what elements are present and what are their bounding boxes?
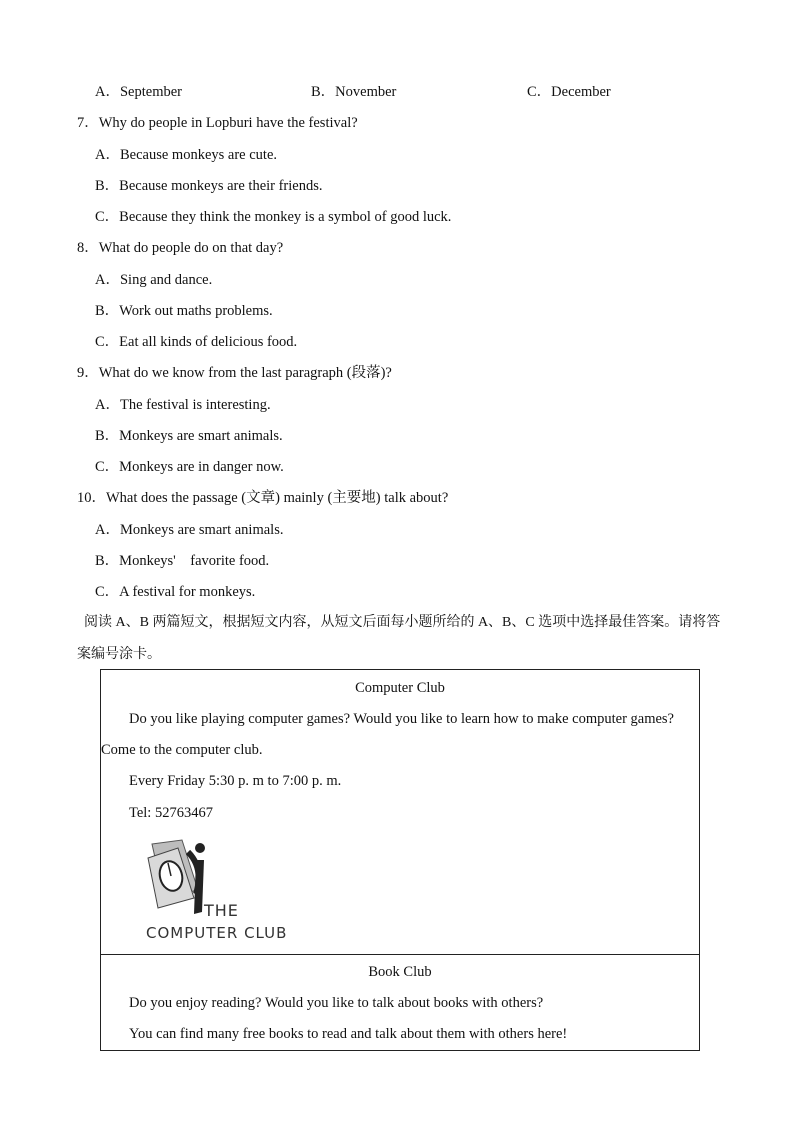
q7-option-b: B．Because monkeys are their friends. bbox=[95, 178, 323, 194]
computer-club-logo bbox=[138, 838, 298, 942]
question-8: 8．What do people do on that day? bbox=[77, 240, 284, 256]
computer-club-tel: Tel: 52763467 bbox=[129, 805, 213, 821]
q8-option-c: C．Eat all kinds of delicious food. bbox=[95, 334, 298, 350]
book-club-title: Book Club bbox=[368, 964, 432, 980]
instructions-line-2: 案编号涂卡。 bbox=[77, 647, 161, 662]
instructions-line-1: 阅读 A、B 两篇短文，根据短文内容，从短文后面每小题所给的 A、B、C 选项中选择最佳答案。请将答 bbox=[84, 615, 721, 630]
book-club-box bbox=[100, 954, 700, 1051]
q10-option-c: C．A festival for monkeys. bbox=[95, 584, 256, 600]
question-9: 9．What do we know from the last paragraph (段落)? bbox=[77, 365, 392, 381]
q7-option-c: C．Because they think the monkey is a symbol of good luck. bbox=[95, 209, 452, 225]
q10-option-a: A．Monkeys are smart animals. bbox=[95, 522, 284, 538]
q6-option-c: C．December bbox=[527, 84, 611, 100]
computer-club-line-2: Come to the computer club. bbox=[101, 742, 263, 758]
computer-club-schedule: Every Friday 5:30 p. m to 7:00 p. m. bbox=[129, 773, 342, 789]
question-7: 7．Why do people in Lopburi have the festival? bbox=[77, 115, 358, 131]
question-10: 10．What does the passage (文章) mainly (主要地) talk about? bbox=[77, 490, 449, 506]
q9-option-a: A．The festival is interesting. bbox=[95, 397, 271, 413]
book-club-line-2: You can find many free books to read and talk about them with others here! bbox=[129, 1026, 568, 1042]
computer-club-title: Computer Club bbox=[355, 680, 445, 696]
computer-club-line-1: Do you like playing computer games? Would you like to learn how to make computer games? bbox=[129, 711, 674, 727]
logo-line-1: THE bbox=[204, 901, 239, 920]
q7-option-a: A．Because monkeys are cute. bbox=[95, 147, 277, 163]
q8-option-b: B．Work out maths problems. bbox=[95, 303, 273, 319]
mouse-icon bbox=[148, 840, 205, 914]
q8-option-a: A．Sing and dance. bbox=[95, 272, 213, 288]
q9-option-b: B．Monkeys are smart animals. bbox=[95, 428, 283, 444]
q10-option-b: B．Monkeys' favorite food. bbox=[95, 553, 270, 569]
q6-option-a: A．September bbox=[95, 84, 182, 100]
book-club-line-1: Do you enjoy reading? Would you like to talk about books with others? bbox=[129, 995, 544, 1011]
q6-option-b: B．November bbox=[311, 84, 397, 100]
logo-line-2: COMPUTER CLUB bbox=[146, 924, 288, 942]
q9-option-c: C．Monkeys are in danger now. bbox=[95, 459, 284, 475]
